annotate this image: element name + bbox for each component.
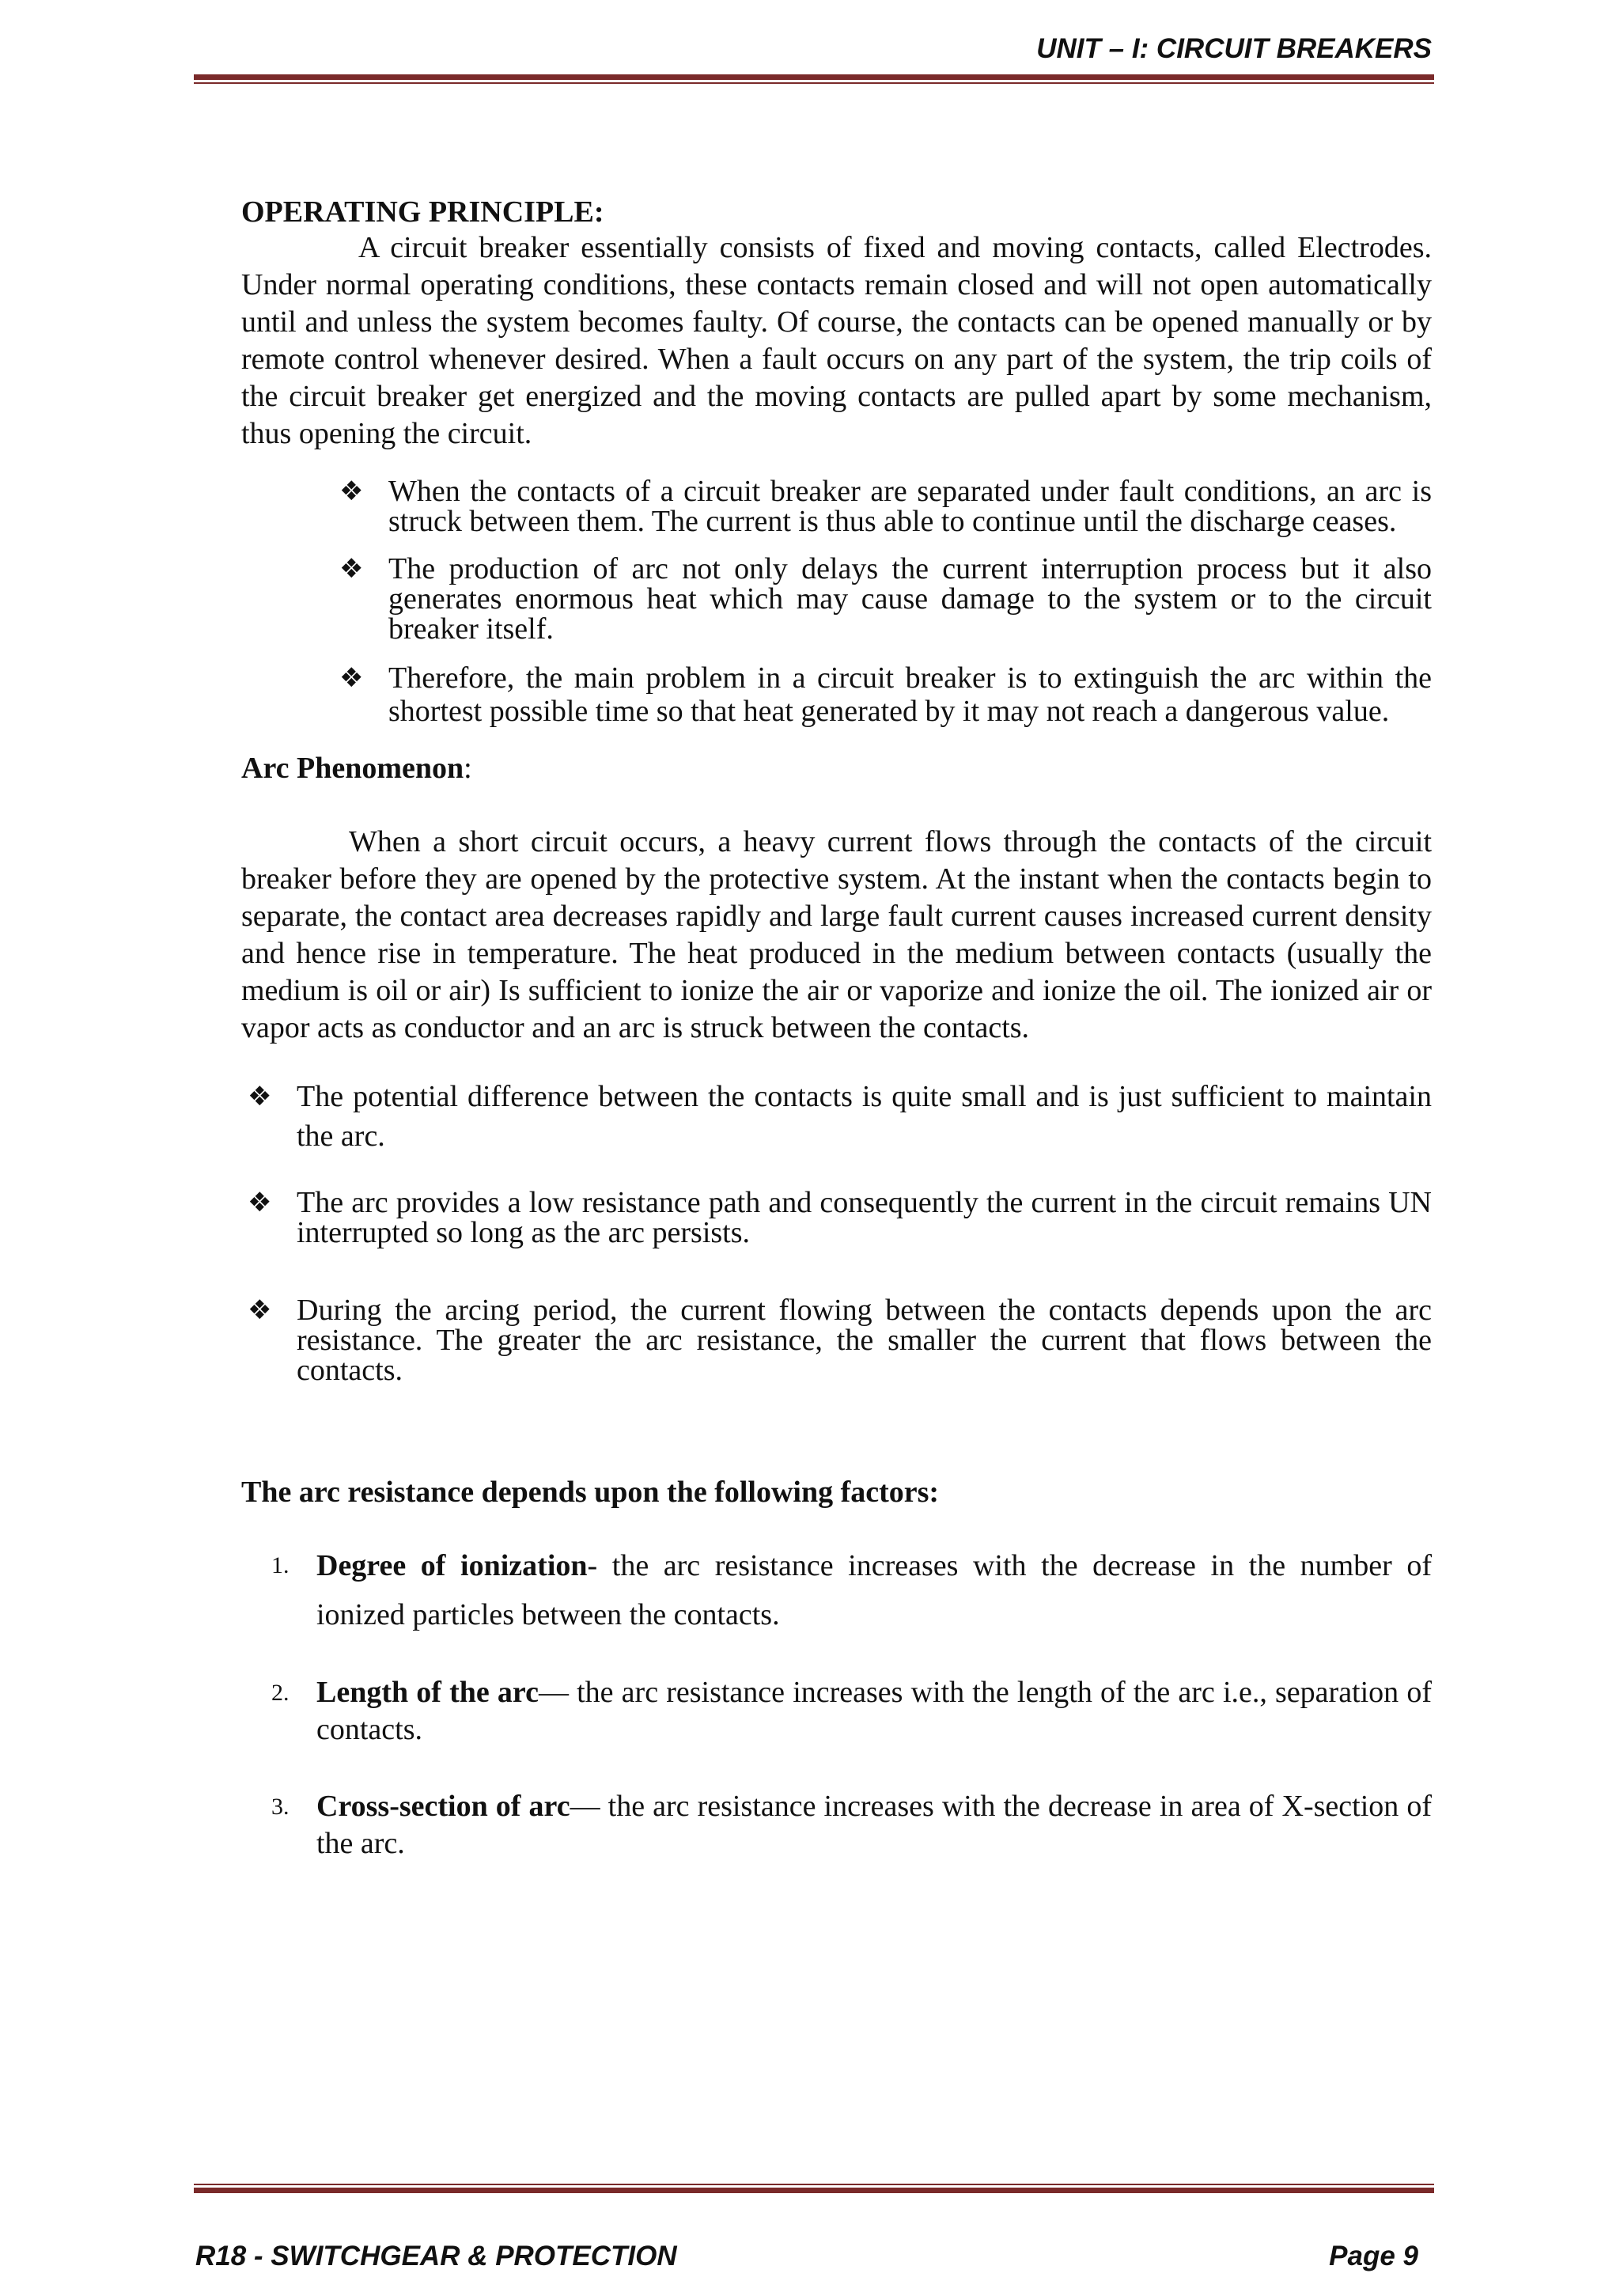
numbered-list-factors bbox=[241, 1541, 1432, 1862]
list-item: 1. Degree of ionization- the arc resistance increases with the decrease in the number of ionized particles between the contacts. bbox=[271, 1549, 1432, 1631]
page-header-title: UNIT – I: CIRCUIT BREAKERS bbox=[1036, 33, 1432, 64]
diamond-bullet-icon: ❖ bbox=[248, 1081, 272, 1112]
list-item: ❖ The arc provides a low resistance path and consequently the current in the circuit remains UN interrupted so long as the arc persists. bbox=[248, 1186, 1432, 1249]
list-item: ❖ When the contacts of a circuit breaker are separated under fault conditions, an arc is struck between them. The current is thus able to continue until the discharge ceases. bbox=[339, 475, 1432, 538]
footer-course-title: R18 - SWITCHGEAR & PROTECTION bbox=[195, 2241, 677, 2271]
bullet-list-arc-properties bbox=[241, 1077, 1432, 1385]
footer-rule bbox=[194, 2184, 1434, 2193]
list-item: ❖ The production of arc not only delays the current interruption process but it also generates enormous heat which may cause damage to the system or to the circuit breaker itself. bbox=[339, 552, 1432, 646]
paragraph-operating-principle: A circuit breaker essentially consists of fixed and moving contacts, called Electrodes. Under normal operating conditions, these contacts remain closed and will not open automatically until and unless the system becomes faulty. Of course, the contacts can be opened manually or by remote control whenever desired. When a fault occurs on any part of the system, the trip coils of the circuit breaker get energized and the moving contacts are pulled apart by some mechanism, thus opening the circuit. bbox=[241, 231, 1432, 450]
list-item: 3. Cross-section of arc— the arc resistance increases with the decrease in area of X-section of the arc. bbox=[271, 1790, 1432, 1860]
section-heading-operating-principle: OPERATING PRINCIPLE: bbox=[241, 195, 604, 229]
list-item: 2. Length of the arc— the arc resistance increases with the length of the arc i.e., separation of contacts. bbox=[271, 1676, 1432, 1746]
section-heading-arc-phenomenon: Arc Phenomenon: bbox=[241, 752, 472, 785]
list-item: ❖ Therefore, the main problem in a circuit breaker is to extinguish the arc within the shortest possible time so that heat generated by it may not reach a dangerous value. bbox=[339, 661, 1432, 728]
diamond-bullet-icon: ❖ bbox=[339, 475, 364, 507]
footer-page-number: Page 9 bbox=[1329, 2241, 1418, 2271]
bullet-list-arc bbox=[241, 476, 1432, 728]
paragraph-arc-phenomenon: When a short circuit occurs, a heavy current flows through the contacts of the circuit breaker before they are opened by the protective system. At the instant when the contacts begin to separate, the contact area decreases rapidly and large fault current causes increased current density and hence rise in temperature. The heat produced in the medium between contacts (usually the medium is oil or air) Is sufficient to ionize the air or vaporize and ionize the oil. The ionized air or vapor acts as conductor and an arc is struck between the contacts. bbox=[241, 825, 1432, 1044]
page-content bbox=[241, 194, 1432, 1862]
diamond-bullet-icon: ❖ bbox=[248, 1294, 272, 1326]
diamond-bullet-icon: ❖ bbox=[339, 662, 364, 694]
diamond-bullet-icon: ❖ bbox=[339, 553, 364, 585]
diamond-bullet-icon: ❖ bbox=[248, 1187, 272, 1218]
header-rule bbox=[194, 74, 1434, 84]
list-item: ❖ During the arcing period, the current flowing between the contacts depends upon the arc resistance. The greater the arc resistance, the smaller the current that flows between the contacts. bbox=[248, 1294, 1432, 1387]
list-item: ❖ The potential difference between the contacts is quite small and is just sufficient to maintain the arc. bbox=[297, 1077, 1432, 1156]
section-heading-arc-resistance: The arc resistance depends upon the following factors: bbox=[241, 1476, 940, 1509]
